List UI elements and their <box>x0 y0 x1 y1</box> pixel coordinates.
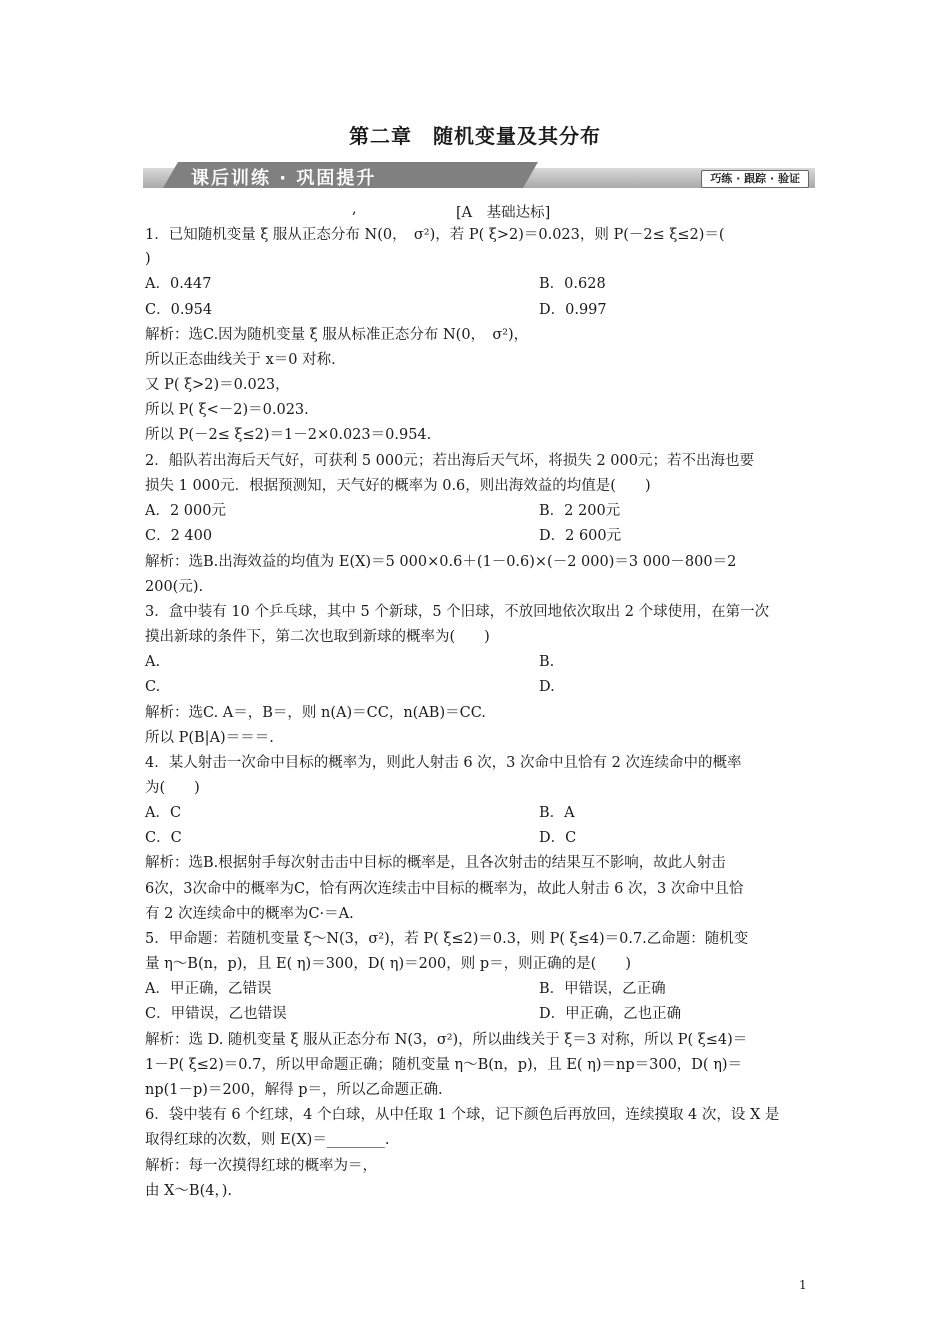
solution-line: 解析：选B.根据射手每次射击击中目标的概率是，且各次射击的结果互不影响，故此人射击 <box>145 855 726 871</box>
solution-line: 有 2 次连续命中的概率为C·＝A. <box>145 906 354 922</box>
section-label: [A 基础达标] <box>456 205 551 221</box>
text-line: 为( ) <box>145 780 200 796</box>
banner-tag: 巧练 · 跟踪 · 验证 <box>701 170 809 188</box>
text-line: 取得红球的次数，则 E(X)＝________. <box>145 1132 390 1148</box>
solution-line: 由 X～B(4，). <box>145 1183 232 1199</box>
option-line: C．C <box>145 830 182 846</box>
stray-comma: , <box>352 201 357 217</box>
option-line: A．2 000元 <box>145 503 226 519</box>
option-line: B．2 200元 <box>539 503 621 519</box>
solution-line: 6次，3次命中的概率为C，恰有两次连续击中目标的概率为，故此人射击 6 次，3 次命中且恰 <box>145 881 744 897</box>
solution-line: 所以 P( ξ<－2)＝0.023. <box>145 402 309 418</box>
option-line: A．C <box>145 805 182 821</box>
text-line: 1．已知随机变量 ξ 服从正态分布 N(0， σ²)，若 P( ξ>2)＝0.023，则 P(－2≤ ξ≤2)＝( <box>145 227 725 243</box>
text-line: 损失 1 000元．根据预测知，天气好的概率为 0.6，则出海效益的均值是( ) <box>145 478 651 494</box>
option-line: A．0.447 <box>145 276 212 292</box>
solution-line: 200(元). <box>145 579 204 595</box>
solution-line: 所以 P(B|A)＝＝＝. <box>145 730 274 746</box>
text-line: 6．袋中装有 6 个红球，4 个白球，从中任取 1 个球，记下颜色后再放回，连续摸取 4 次，设 X 是 <box>145 1107 780 1123</box>
text-line: 4．某人射击一次命中目标的概率为，则此人射击 6 次，3 次命中且恰有 2 次连续命中的概率 <box>145 755 742 771</box>
option-line: D．0.997 <box>539 302 607 318</box>
option-line: C．甲错误，乙也错误 <box>145 1006 287 1022</box>
solution-line: 所以正态曲线关于 x＝0 对称. <box>145 352 336 368</box>
solution-line: 1－P( ξ≤2)＝0.7，所以甲命题正确；随机变量 η～B(n，p)，且 E( η)＝np＝300，D( η)＝ <box>145 1057 743 1073</box>
option-line: A．甲正确，乙错误 <box>145 981 272 997</box>
text-line: 3．盒中装有 10 个乒乓球，其中 5 个新球，5 个旧球，不放回地依次取出 2 个球使用，在第一次 <box>145 604 770 620</box>
solution-line: 解析：选C.因为随机变量 ξ 服从标准正态分布 N(0， σ²)， <box>145 327 529 343</box>
option-line: C. <box>145 679 161 695</box>
option-line: B. <box>539 654 555 670</box>
text-line: 量 η～B(n，p)，且 E( η)＝300，D( η)＝200，则 p＝，则正确的是( ) <box>145 956 631 972</box>
option-line: D．2 600元 <box>539 528 622 544</box>
option-line: C．2 400 <box>145 528 213 544</box>
option-line: B．甲错误，乙正确 <box>539 981 666 997</box>
text-line: ) <box>145 251 151 267</box>
option-line: A. <box>145 654 161 670</box>
solution-line: 解析：选B.出海效益的均值为 E(X)＝5 000×0.6＋(1－0.6)×(－2 000)＝3 000－800＝2 <box>145 554 737 570</box>
chapter-title: 第二章 随机变量及其分布 <box>349 124 601 148</box>
option-line: C．0.954 <box>145 302 213 318</box>
text-line: 2．船队若出海后天气好，可获利 5 000元；若出海后天气坏，将损失 2 000元；若不出海也要 <box>145 453 754 469</box>
solution-line: 解析：每一次摸得红球的概率为＝， <box>145 1158 377 1174</box>
text-line: 摸出新球的条件下，第二次也取到新球的概率为( ) <box>145 629 490 645</box>
option-line: D．C <box>539 830 577 846</box>
option-line: B．0.628 <box>539 276 606 292</box>
page-number: 1 <box>799 1278 807 1292</box>
solution-line: 又 P( ξ>2)＝0.023， <box>145 377 290 393</box>
solution-line: 解析：选C. A＝，B＝，则 n(A)＝CC，n(AB)＝CC. <box>145 705 486 721</box>
solution-line: np(1－p)＝200，解得 p＝，所以乙命题正确. <box>145 1082 443 1098</box>
solution-line: 所以 P(－2≤ ξ≤2)＝1－2×0.023＝0.954. <box>145 427 432 443</box>
text-line: 5．甲命题：若随机变量 ξ～N(3，σ²)，若 P( ξ≤2)＝0.3，则 P( ξ≤4)＝0.7.乙命题：随机变 <box>145 931 749 947</box>
solution-line: 解析：选 D. 随机变量 ξ 服从正态分布 N(3，σ²)，所以曲线关于 ξ＝3 对称，所以 P( ξ≤4)＝ <box>145 1032 748 1048</box>
option-line: D．甲正确，乙也正确 <box>539 1006 682 1022</box>
banner-title: 课后训练 · 巩固提升 <box>191 168 377 189</box>
option-line: B．A <box>539 805 575 821</box>
option-line: D. <box>539 679 555 695</box>
section-banner <box>143 162 815 188</box>
